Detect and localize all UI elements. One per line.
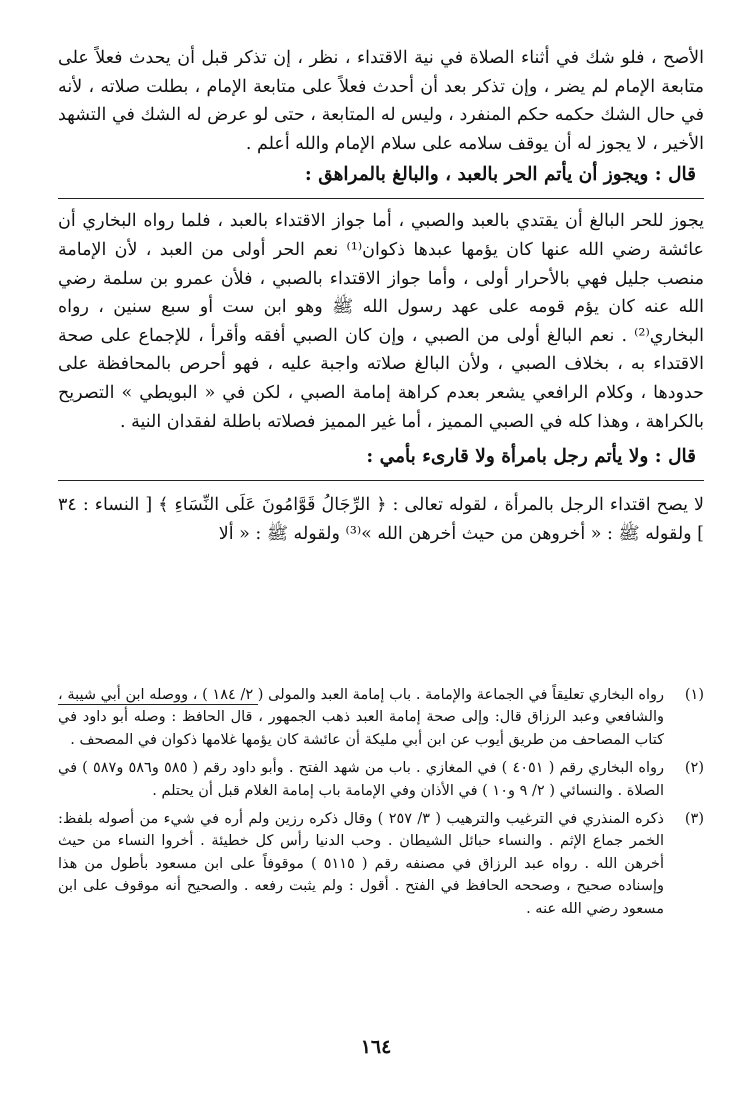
footnote-2 (58, 757, 704, 802)
heading-imamate-of-woman: قال : ولا يأتم رجل بامرأة ولا قارىء بأمي : (58, 442, 704, 481)
paragraph-2: يجوز للحر البالغ أن يقتدي بالعبد والصبي ، أما جواز الاقتداء بالعبد ، فلما رواه البخاري أن عائشة رضي الله عنها كان يؤمها عبدها ذكوان⁽¹⁾ نعم الحر أولى من العبد ، لأن الإمامة منصب جليل فهي بالأحرار أولى ، وأما جواز الاقتداء بالصبي ، فلأن عمرو بن سلمة رضي الله عنه كان يؤم قومه على عهد رسول الله ﷺ وهو ابن ست أو سبع سنين ، رواه البخاري⁽²⁾ . نعم البالغ أولى من الصبي ، وإن كان الصبي أفقه وأقرأ ، للإجماع على صحة الاقتداء به ، بخلاف الصبي ، ولأن البالغ صلاته واجبة عليه ، فهو أحرص بالمحافظة على حدودها ، وكلام الرافعي يشعر بعدم كراهة إمامة الصبي ، لكن في « البويطي » التصريح بالكراهة ، وهذا كله في الصبي المميز ، أما غير المميز فصلاته باطلة لفقدان النية . (58, 211, 704, 432)
footnote-text: ذكره المنذري في الترغيب والترهيب ( ٣/ ٢٥٧ ) وقال ذكره رزين ولم أره في شيء من أصوله بلفظ: الخمر جماع الإثم . والنساء حبائل الشيطان . وحب الدنيا رأس كل خطيئة . أخروا النساء من حيث أخرهن الله . رواه عبد الرزاق في مصنفه رقم ( ٥١١٥ ) موقوفاً على ابن مسعود بأطول من هذا وإسناده صحيح ، وصححه الحافظ في الفتح . أقول : ولم يثبت رفعه . والصحيح أنه موقوف على ابن مسعود رضي الله عنه . (58, 811, 665, 917)
footnote-text: رواه البخاري تعليقاً في الجماعة والإمامة . باب إمامة العبد والمولى ( ٢/ ١٨٤ ) ، ووصله ابن أبي شيبة ، والشافعي وعبد الرزاق قال: وإلى صحة إمامة العبد ذهب الجمهور ، قال الحافظ : وصله أبو داود في كتاب المصاحف من طريق أيوب عن ابن أبي مليكة أن عائشة كان يؤمها غلامها ذكوان في المصحف . (58, 687, 664, 748)
footnote-number: (٣) (684, 811, 704, 828)
heading-imamate-of-slave: قال : ويجوز أن يأتم الحر بالعبد ، والبالغ بالمراهق : (58, 160, 704, 199)
footnote-1 (58, 684, 704, 751)
footnotes (58, 684, 704, 926)
paragraph-3: لا يصح اقتداء الرجل بالمرأة ، لقوله تعالى : ﴿ الرِّجَالُ قَوَّامُونَ عَلَى النِّسَاءِ ﴾ [ النساء : ٣٤ ] ولقوله ﷺ : « أخروهن من حيث أخرهن الله »⁽³⁾ ولقوله ﷺ : « ألا (58, 495, 704, 544)
page-content (58, 44, 704, 917)
footnote-number: (١) (684, 687, 704, 703)
footnote-text: رواه البخاري رقم ( ٤٠٥١ ) في المغازي . باب من شهد الفتح . وأبو داود رقم ( ٥٨٥ و٥٨٦ و٥٨٧ ) في الصلاة . والنسائي ( ٢/ ٩ و١٠ ) في الأذان وفي الإمامة باب إمامة الغلام قبل أن يحتلم . (58, 760, 664, 799)
footnote-3 (58, 808, 704, 920)
page-number: ١٦٤ (360, 1036, 392, 1058)
footnote-number: (٢) (684, 760, 704, 777)
paragraph-1: الأصح ، فلو شك في أثناء الصلاة في نية الاقتداء ، نظر ، إن تذكر قبل أن يحدث فعلاً على متابعة الإمام لم يضر ، وإن تذكر بعد أن أحدث فعلاً على متابعة الإمام ، بطلت صلاته ، لأنه في حال الشك حكمه حكم المنفرد ، وليس له المتابعة ، حتى لو عرض له الشك في التشهد الأخير ، لا يجوز له أن يوقف سلامه على سلام الإمام والله أعلم . (58, 48, 704, 154)
